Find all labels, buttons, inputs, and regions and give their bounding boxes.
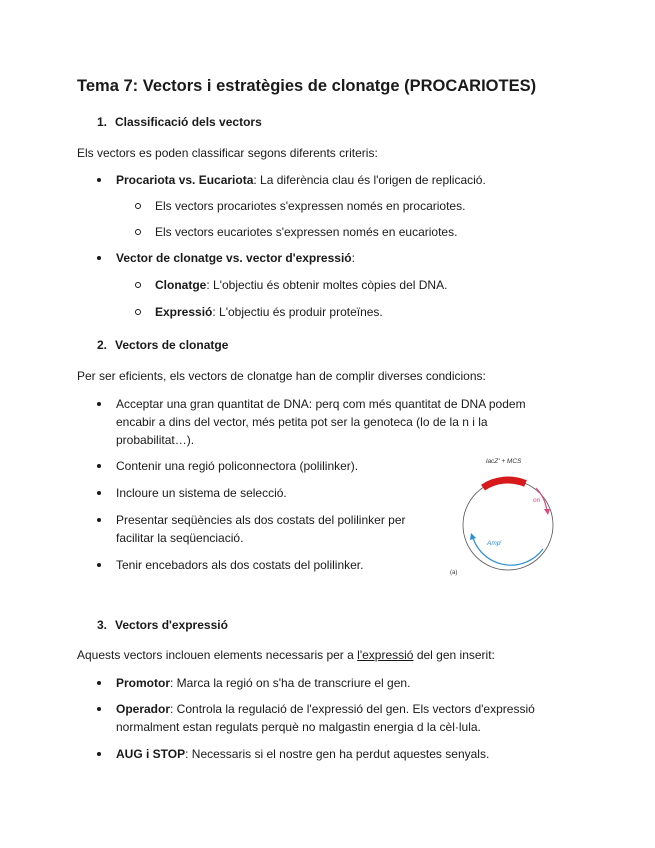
bullet-text: : Controla la regulació de l'expressió del gen. Els vectors d'expressió bbox=[170, 702, 535, 716]
list-item: Incloure un sistema de selecció. bbox=[116, 486, 287, 500]
section-2-intro: Per ser eficients, els vectors de clonatge han de complir diverses condicions: bbox=[77, 369, 486, 383]
page-title: Tema 7: Vectors i estratègies de clonatge (PROCARIOTES) bbox=[77, 77, 537, 95]
bullet-line: probabilitat…). bbox=[116, 433, 195, 447]
section-1-intro: Els vectors es poden classificar segons diferents criteris: bbox=[77, 146, 378, 160]
ori-arrowhead bbox=[544, 509, 550, 515]
section-3-title: Vectors d'expressió bbox=[115, 618, 228, 632]
amp-arrow bbox=[473, 538, 543, 565]
sub-bold-term: Expressió bbox=[155, 305, 213, 319]
list-item bbox=[116, 745, 489, 763]
bullet-bold-term: Procariota vs. Eucariota bbox=[116, 173, 254, 187]
section-1-heading bbox=[97, 115, 262, 129]
bullet-line: normalment estan regulats perquè no malgastin energia d la cèl·lula. bbox=[116, 720, 481, 734]
sub-text: : L'objectiu és obtenir moltes còpies del DNA. bbox=[206, 278, 448, 292]
bullet-text: : bbox=[351, 251, 355, 265]
amp-label: Amp$^r$ bbox=[487, 539, 502, 547]
bullet-bold-term: Operador bbox=[116, 702, 171, 716]
sub-text: : L'objectiu és produir proteïnes. bbox=[212, 305, 383, 319]
list-item bbox=[116, 249, 355, 267]
section-2-heading bbox=[97, 338, 228, 352]
section-1-title: Classificació dels vectors bbox=[115, 115, 262, 129]
list-item bbox=[116, 674, 410, 692]
list-item: Tenir encebadors als dos costats del polilinker. bbox=[116, 558, 364, 572]
section-3-heading bbox=[97, 618, 228, 632]
plasmid-diagram bbox=[447, 452, 567, 582]
bullet-bold-term: Vector de clonatge vs. vector d'expressió bbox=[116, 251, 352, 265]
section-3-number: 3. bbox=[97, 618, 108, 632]
plasmid-ring bbox=[463, 480, 553, 570]
list-item bbox=[116, 700, 535, 736]
sub-list-item bbox=[155, 303, 383, 321]
section-2-title: Vectors de clonatge bbox=[115, 338, 229, 352]
figure-panel-label: (a) bbox=[450, 570, 458, 576]
list-item bbox=[116, 395, 526, 449]
sub-list-item bbox=[155, 276, 447, 294]
bullet-bold-term: AUG i STOP bbox=[116, 747, 186, 761]
sub-list-item: Els vectors procariotes s'expressen només en procariotes. bbox=[155, 199, 466, 213]
bullet-text: : Necessaris si el nostre gen ha perdut aquestes senyals. bbox=[185, 747, 490, 761]
intro-underlined-term: l'expressió bbox=[357, 648, 414, 662]
bullet-text: : La diferència clau és l'origen de replicació. bbox=[253, 173, 486, 187]
list-item: Contenir una regió policonnectora (polilinker). bbox=[116, 459, 359, 473]
list-item bbox=[116, 511, 406, 547]
list-item bbox=[116, 171, 486, 189]
section-2-number: 2. bbox=[97, 338, 108, 352]
bullet-text: : Marca la regió on s'ha de transcriure el gen. bbox=[170, 676, 411, 690]
section-3-intro bbox=[77, 648, 495, 662]
bullet-line: Presentar seqüències als dos costats del polilinker per bbox=[116, 513, 406, 527]
bullet-line: Acceptar una gran quantitat de DNA: perq com més quantitat de DNA podem bbox=[116, 397, 526, 411]
mcs-label: lacZ' + MCS bbox=[486, 458, 522, 465]
intro-text: del gen inserit: bbox=[413, 648, 495, 662]
mcs-region bbox=[483, 480, 526, 488]
intro-text: Aquests vectors inclouen elements necessaris per a bbox=[77, 648, 358, 662]
ori-label: ori bbox=[533, 497, 541, 504]
bullet-line: facilitar la seqüenciació. bbox=[116, 531, 244, 545]
section-1-number: 1. bbox=[97, 115, 108, 129]
sub-bold-term: Clonatge bbox=[155, 278, 207, 292]
sub-list-item: Els vectors eucariotes s'expressen només en eucariotes. bbox=[155, 225, 458, 239]
bullet-bold-term: Promotor bbox=[116, 676, 170, 690]
bullet-line: encabir a dins del vector, més petita pot ser la genoteca (lo de la n i la bbox=[116, 415, 488, 429]
amp-arrowhead bbox=[470, 533, 476, 540]
